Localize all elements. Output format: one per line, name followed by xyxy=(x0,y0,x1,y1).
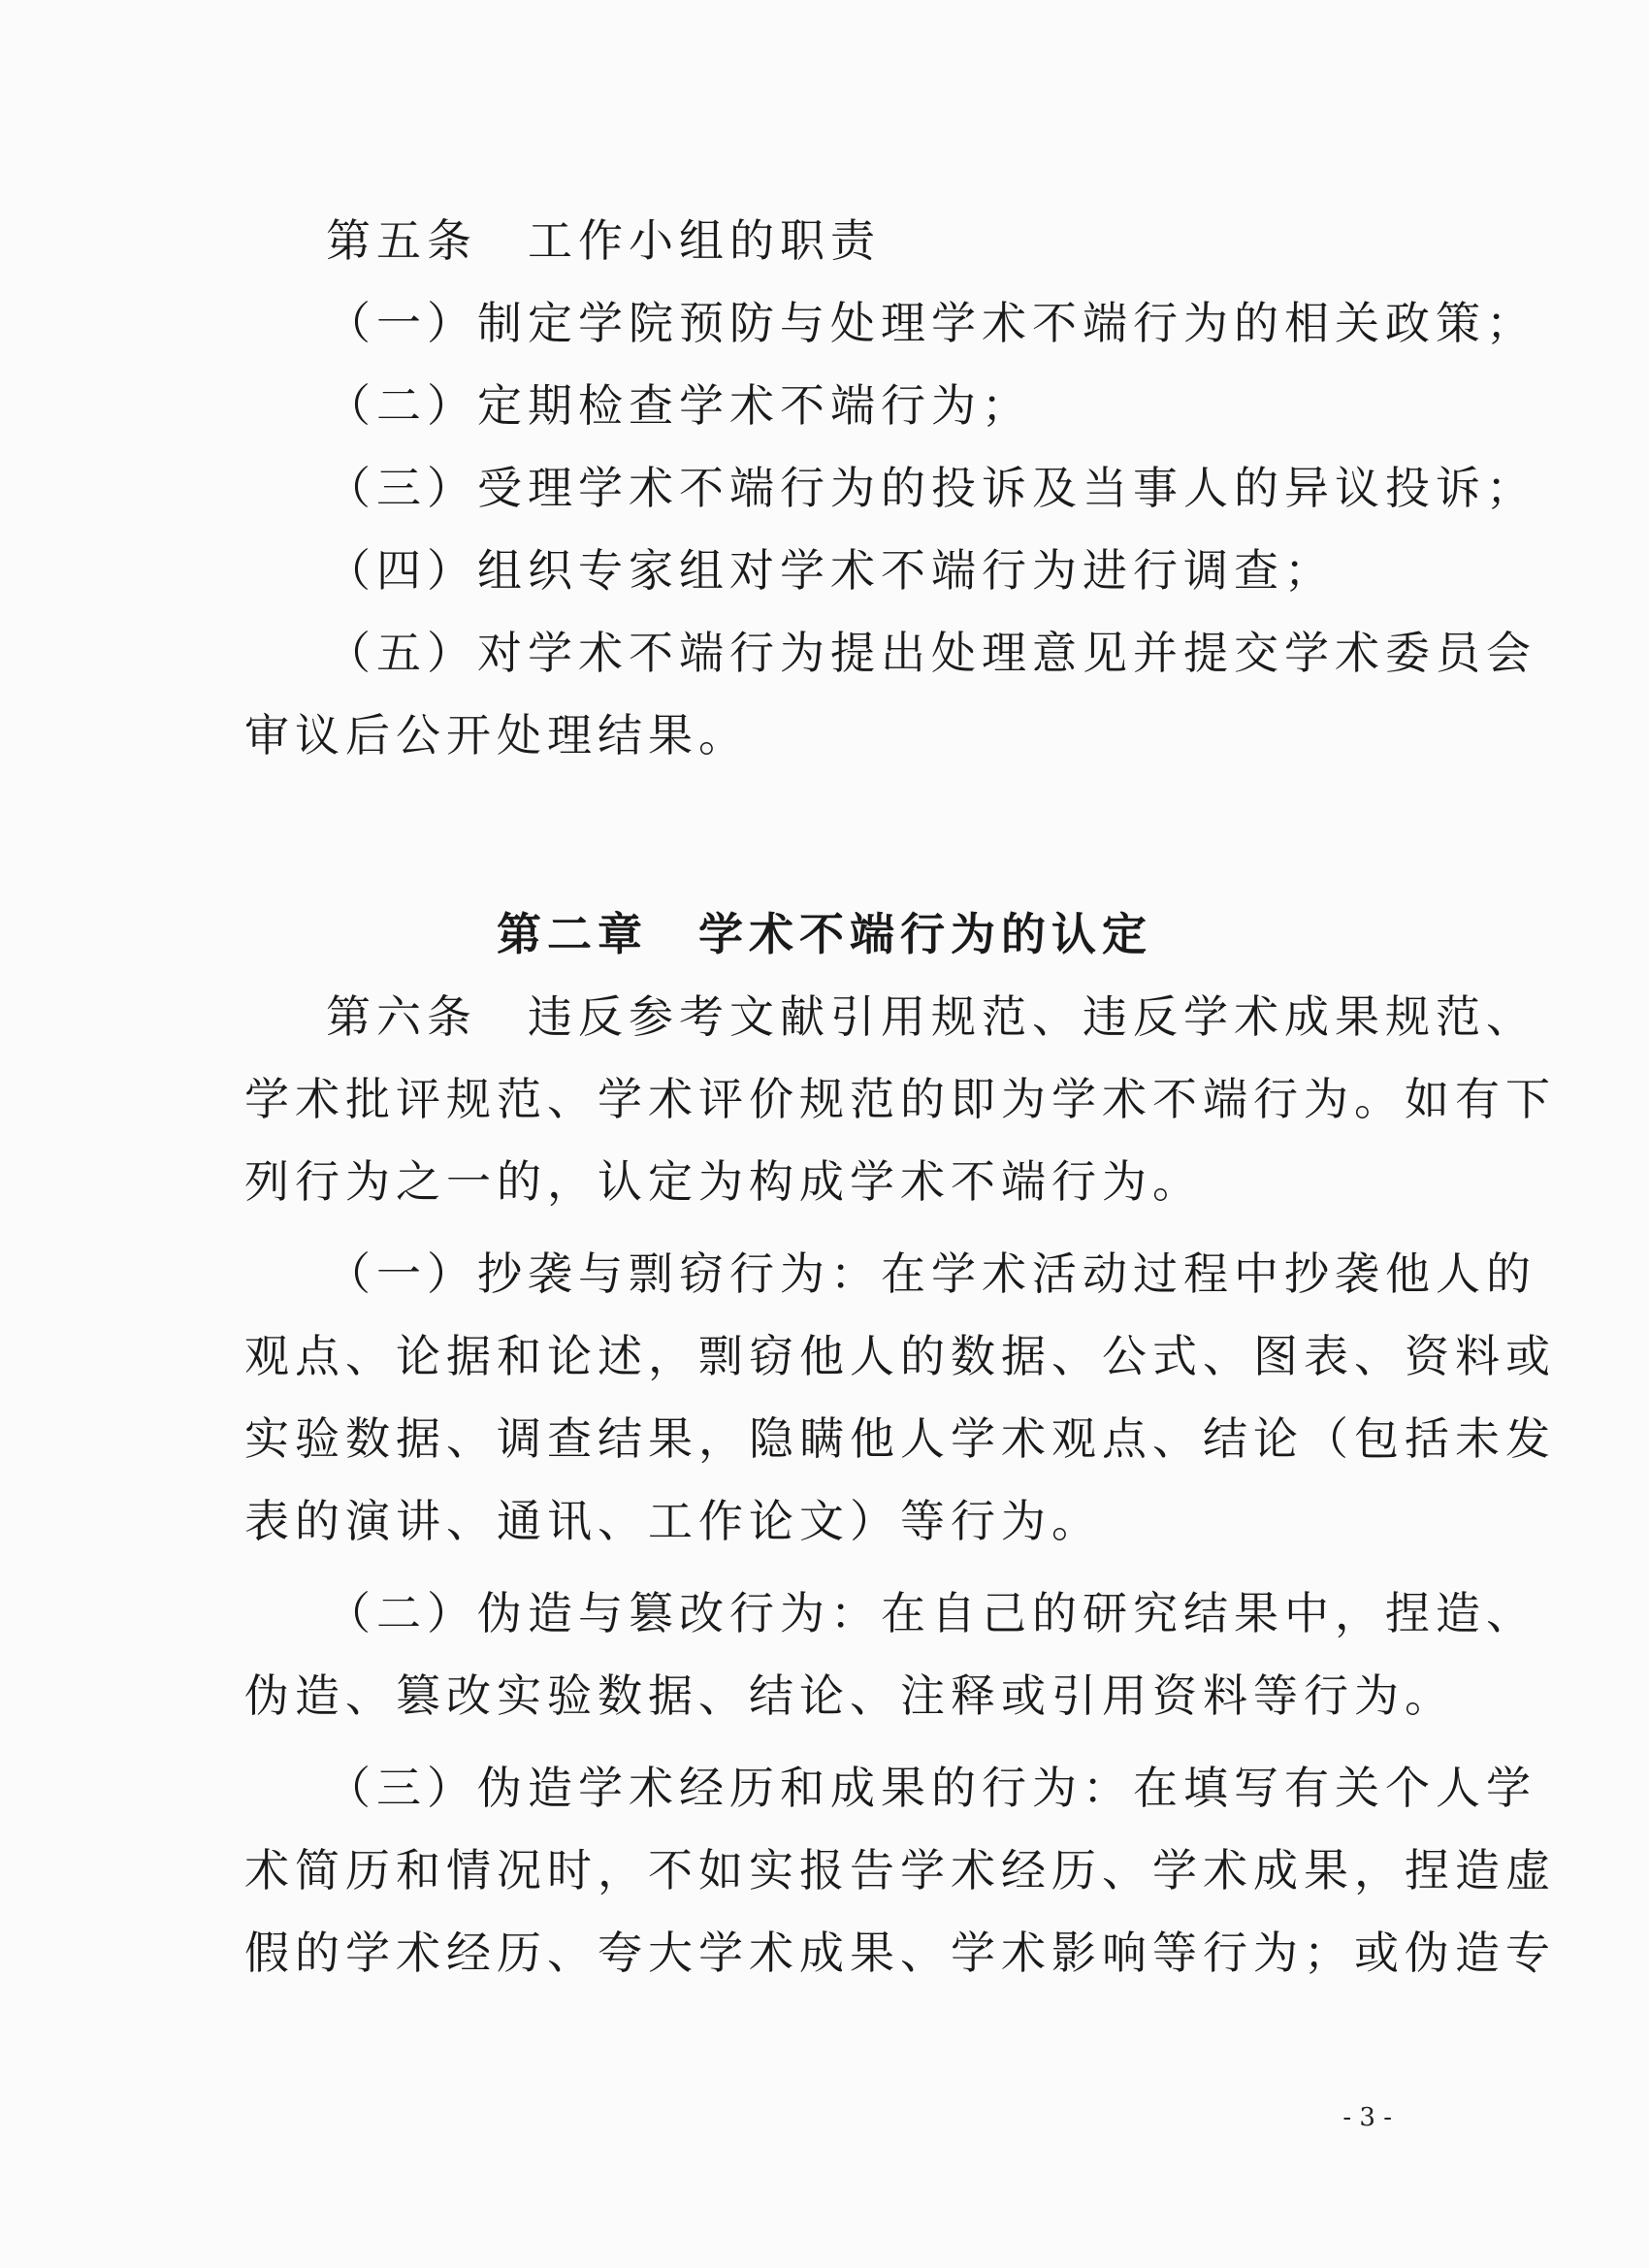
article6-item1-line-2: 观点、论据和论述，剽窃他人的数据、公式、图表、资料或 xyxy=(244,1330,1556,1382)
article6-item3-line-2: 术简历和情况时，不如实报告学术经历、学术成果，捏造虚 xyxy=(244,1844,1556,1896)
article6-item3-line-3: 假的学术经历、夸大学术成果、学术影响等行为；或伪造专 xyxy=(244,1927,1556,1979)
article5-item-3: （三）受理学术不端行为的投诉及当事人的异议投诉； xyxy=(326,462,1536,514)
article6-line-3: 列行为之一的，认定为构成学术不端行为。 xyxy=(244,1155,1203,1208)
page-number: - 3 - xyxy=(1342,2103,1392,2132)
article6-line-1: 第六条 违反参考文献引用规范、违反学术成果规范、 xyxy=(326,990,1536,1043)
article6-item1-line-3: 实验数据、调查结果，隐瞒他人学术观点、结论（包括未发 xyxy=(244,1412,1556,1465)
article6-item2-line-1: （二）伪造与篡改行为：在自己的研究结果中，捏造、 xyxy=(326,1587,1536,1639)
chapter-heading: 第二章 学术不端行为的认定 xyxy=(497,908,1152,960)
article6-line-2: 学术批评规范、学术评价规范的即为学术不端行为。如有下 xyxy=(244,1073,1556,1125)
article6-item1-line-4: 表的演讲、通讯、工作论文）等行为。 xyxy=(244,1495,1102,1547)
article6-item3-line-1: （三）伪造学术经历和成果的行为：在填写有关个人学 xyxy=(326,1762,1536,1814)
article5-item-5-continued: 审议后公开处理结果。 xyxy=(244,709,749,761)
article5-item-4: （四）组织专家组对学术不端行为进行调查； xyxy=(326,544,1335,597)
article5-item-5: （五）对学术不端行为提出处理意见并提交学术委员会 xyxy=(326,627,1536,679)
article5-title: 第五条 工作小组的职责 xyxy=(326,214,881,267)
article6-item1-line-1: （一）抄袭与剽窃行为：在学术活动过程中抄袭他人的 xyxy=(326,1247,1536,1300)
article5-item-1: （一）制定学院预防与处理学术不端行为的相关政策； xyxy=(326,297,1536,349)
article6-item2-line-2: 伪造、篡改实验数据、结论、注释或引用资料等行为。 xyxy=(244,1669,1455,1722)
article5-item-2: （二）定期检查学术不端行为； xyxy=(326,379,1032,432)
